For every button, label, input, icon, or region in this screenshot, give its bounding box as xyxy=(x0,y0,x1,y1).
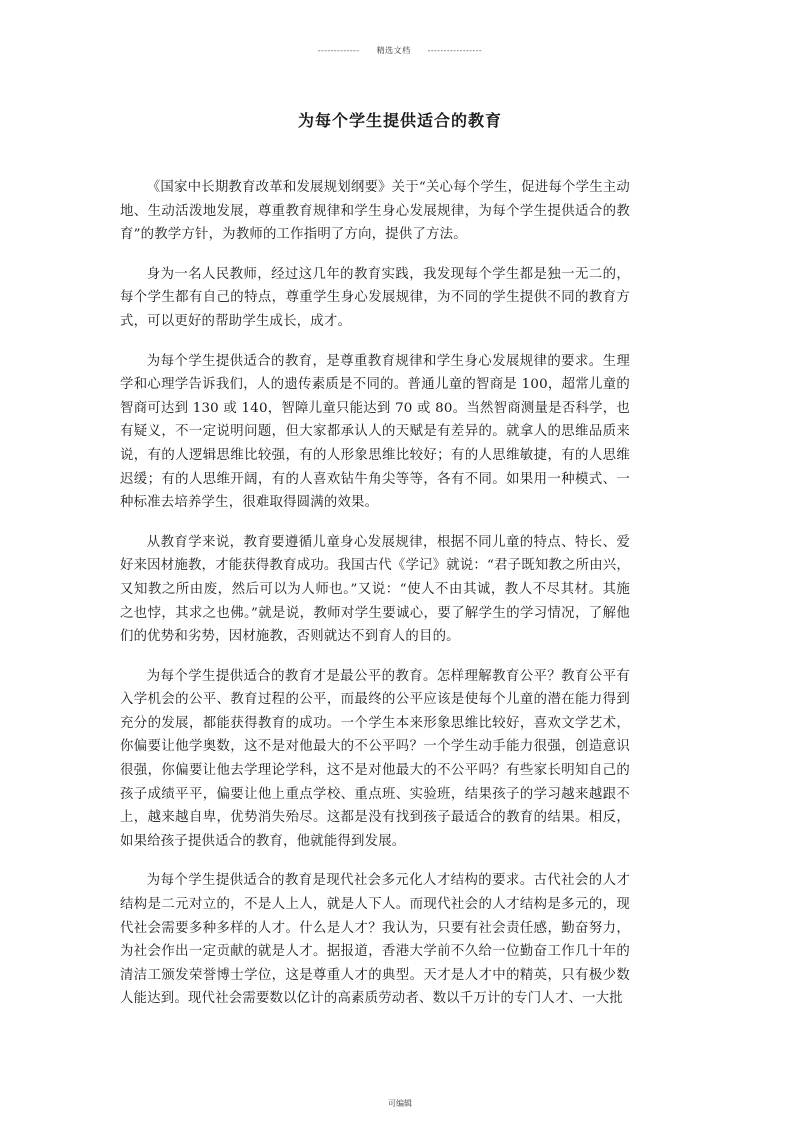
paragraph-1: 《国家中长期教育改革和发展规划纲要》关于“关心每个学生，促进每个学生主动地、生动活泼地发展，尊重教育规律和学生身心发展规律，为每个学生提供适合的教育”的教学方针，为教师的工作指明了方向，提供了方法。 xyxy=(120,180,630,243)
document-body xyxy=(120,176,630,1027)
paragraph-5: 为每个学生提供适合的教育才是最公平的教育。怎样理解教育公平？教育公平有入学机会的公平、教育过程的公平，而最终的公平应该是使每个儿童的潜在能力得到充分的发展，都能获得教育的成功。一个学生本来形象思维比较好，喜欢文学艺术，你偏要让他学奥数，这不是对他最大的不公平吗？一个学生动手能力很强，创造意识很强，你偏要让他去学理论学科，这不是对他最大的不公平吗？有些家长明知自己的孩子成绩平平，偏要让他上重点学校、重点班、实验班，结果孩子的学习越来越跟不上，越来越自卑，优势消失殆尽。这都是没有找到孩子最适合的教育的结果。相反，如果给孩子提供适合的教育，他就能得到发展。 xyxy=(120,668,630,849)
paragraph-4: 从教育学来说，教育要遵循儿童身心发展规律，根据不同儿童的特点、特长、爱好来因材施教，才能获得教育成功。我国古代《学记》就说：“君子既知教之所由兴，又知教之所由废，然后可以为人师也。”又说：“使人不由其诚，教人不尽其材。其施之也悖，其求之也佛。”就是说，教师对学生要诚心，要了解学生的学习情况，了解他们的优势和劣势，因材施教，否则就达不到育人的目的。 xyxy=(120,534,630,645)
page-footer: 可编辑 xyxy=(388,1099,412,1108)
paragraph-6: 为每个学生提供适合的教育是现代社会多元化人才结构的要求。古代社会的人才结构是二元对立的，不是人上人，就是人下人。而现代社会的人才结构是多元的，现代社会需要多种多样的人才。什么是人才？我认为，只要有社会责任感，勤奋努力，为社会作出一定贡献的就是人才。据报道，香港大学前不久给一位勤奋工作几十年的清洁工颁发荣誉博士学位，这是尊重人才的典型。天才是人才中的精英，只有极少数人能达到。现代社会需要数以亿计的高素质劳动者、数以千万计的专门人才、一大批 xyxy=(120,873,630,1007)
header-right-dashes: ----------------- xyxy=(427,46,483,55)
page-header xyxy=(0,45,800,56)
header-left-dashes: ------------- xyxy=(317,46,360,55)
document-title: 为每个学生提供适合的教育 xyxy=(297,111,502,130)
paragraph-2: 身为一名人民教师，经过这几年的教育实践，我发现每个学生都是独一无二的，每个学生都有自己的特点，尊重学生身心发展规律，为不同的学生提供不同的教育方式，可以更好的帮助学生成长，成才。 xyxy=(120,266,630,329)
paragraph-3: 为每个学生提供适合的教育，是尊重教育规律和学生身心发展规律的要求。生理学和心理学告诉我们，人的遗传素质是不同的。普通儿童的智商是 100，超常儿童的智商可达到 130 或 140，智障儿童只能达到 70 或 80。当然智商测量是否科学，也有疑义，不一定说明问题，但大家都承认人的天赋是有差异的。就拿人的思维品质来说，有的人逻辑思维比较强，有的人形象思维比较好；有的人思维敏捷，有的人思维迟缓；有的人思维开阔，有的人喜欢钻牛角尖等等，各有不同。如果用一种模式、一种标准去培养学生，很难取得圆满的效果。 xyxy=(120,353,630,511)
header-label: 精选文档 xyxy=(376,46,411,55)
